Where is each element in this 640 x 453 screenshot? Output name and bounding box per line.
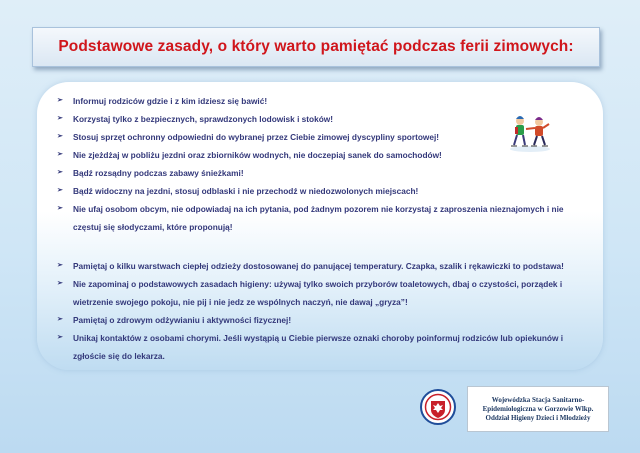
rule-item xyxy=(57,110,585,128)
arrow-bullet-icon: ➢ xyxy=(57,262,63,269)
rules-list-health xyxy=(57,257,585,365)
rule-text: Nie zapominaj o podstawowych zasadach higieny: używaj tylko swoich przyborów toaletowych, dbaj o czystości, porządek i wietrzenie swojego pokoju, nie pij i nie jedz ze wspólnych naczyń, nie dawaj „gryza”! xyxy=(73,279,563,307)
rule-text: Nie ufaj osobom obcym, nie odpowiadaj na ich pytania, pod żadnym pozorem nie korzystaj z zaproszenia nieznajomych i nie częstuj się słodyczami, które proponują! xyxy=(73,204,564,232)
title-banner xyxy=(32,27,600,67)
rule-text: Pamiętaj o kilku warstwach ciepłej odzieży dostosowanej do panującej temperatury. Czapka, szalik i rękawiczki to podstawa! xyxy=(73,261,564,271)
rule-text: Nie zjeżdżaj w pobliżu jezdni oraz zbiorników wodnych, nie doczepiaj sanek do samochodów! xyxy=(73,150,442,160)
rule-item xyxy=(57,329,585,365)
rule-item xyxy=(57,92,585,110)
institution-line-3: Oddział Higieny Dzieci i Młodzieży xyxy=(485,413,591,422)
arrow-bullet-icon: ➢ xyxy=(57,205,63,212)
arrow-bullet-icon: ➢ xyxy=(57,334,63,341)
rule-item xyxy=(57,164,585,182)
rule-text: Stosuj sprzęt ochronny odpowiedni do wybranej przez Ciebie zimowej dyscypliny sportowej! xyxy=(73,132,440,142)
arrow-bullet-icon: ➢ xyxy=(57,280,63,287)
arrow-bullet-icon: ➢ xyxy=(57,133,63,140)
rule-text: Bądź rozsądny podczas zabawy śnieżkami! xyxy=(73,168,244,178)
rule-text: Korzystaj tylko z bezpiecznych, sprawdzonych lodowisk i stoków! xyxy=(73,114,334,124)
page-title: Podstawowe zasady, o który warto pamiętać podczas ferii zimowych: xyxy=(58,38,574,55)
sanepid-eagle-logo xyxy=(420,389,456,425)
rule-text: Pamiętaj o zdrowym odżywianiu i aktywności fizycznej! xyxy=(73,315,292,325)
arrow-bullet-icon: ➢ xyxy=(57,316,63,323)
arrow-bullet-icon: ➢ xyxy=(57,151,63,158)
arrow-bullet-icon: ➢ xyxy=(57,169,63,176)
arrow-bullet-icon: ➢ xyxy=(57,115,63,122)
children-skating-illustration xyxy=(508,113,552,153)
arrow-bullet-icon: ➢ xyxy=(57,97,63,104)
institution-label xyxy=(467,386,609,432)
rule-item xyxy=(57,146,585,164)
rule-text: Bądź widoczny na jezdni, stosuj odblaski i nie przechodź w niedozwolonych miejscach! xyxy=(73,186,419,196)
rule-item xyxy=(57,128,585,146)
arrow-bullet-icon: ➢ xyxy=(57,187,63,194)
rules-list-winter-safety xyxy=(57,92,585,236)
institution-line-2: Epidemiologiczna w Gorzowie Wlkp. xyxy=(482,404,594,413)
rule-text: Informuj rodziców gdzie i z kim idziesz się bawić! xyxy=(73,96,268,106)
rule-item xyxy=(57,275,585,311)
rules-panel xyxy=(37,82,603,370)
rule-item xyxy=(57,257,585,275)
rule-item xyxy=(57,200,585,236)
rule-item xyxy=(57,311,585,329)
rule-item xyxy=(57,182,585,200)
institution-line-1: Wojewódzka Stacja Sanitarno- xyxy=(491,395,585,404)
rule-text: Unikaj kontaktów z osobami chorymi. Jeśli wystąpią u Ciebie pierwsze oznaki choroby poinformuj rodziców lub opiekunów i zgłoście się do lekarza. xyxy=(73,333,564,361)
